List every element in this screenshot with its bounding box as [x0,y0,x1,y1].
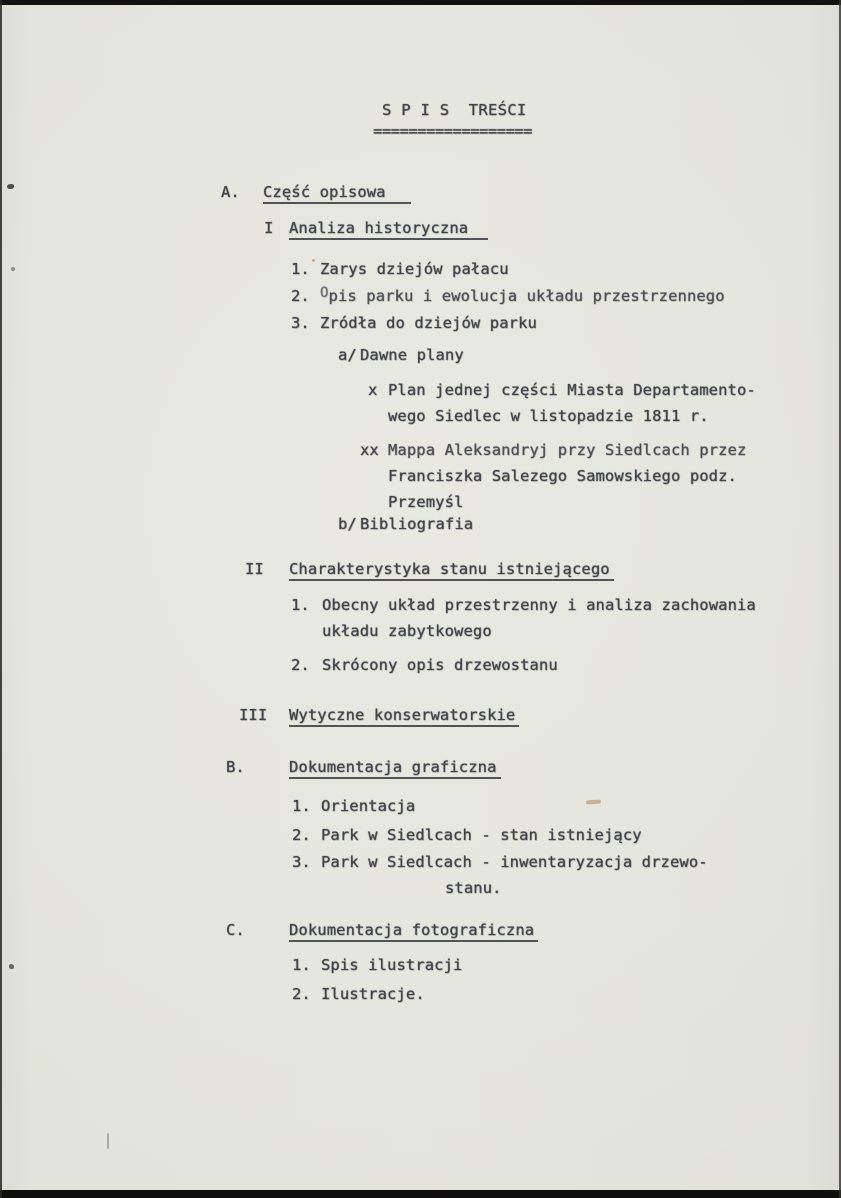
item-number: 2. [292,826,311,844]
section-b-label: B. [226,758,245,776]
item-number: 1. [291,260,310,278]
scan-scratch [107,1133,109,1149]
section-c-label: C. [226,921,245,939]
scan-speck [11,267,15,271]
toc-item-text: Park w Siedlcach - inwentaryzacja drzewo- [321,853,708,871]
item-number: 3. [291,314,310,332]
item-number: 2. [291,656,310,674]
subitem-label: b/ [338,515,357,533]
plan-text-line: Mappa Aleksandryj przy Siedlcach przez [388,441,747,459]
plan-text-line: Przemyśl [388,493,464,511]
toc-item-text: Orientacja [321,797,416,815]
subitem-text: Bibliografia [360,515,474,533]
item-number: 1. [292,797,311,815]
scan-edge-bottom [0,1190,841,1198]
part-1-numeral: I [264,219,274,237]
scan-speck [312,259,315,262]
page-title: S P I S TREŚCI [382,101,527,119]
subitem-label: a/ [338,346,357,364]
toc-item-text: układu zabytkowego [322,622,492,640]
scan-edge-top [0,0,841,5]
part-2-title: Charakterystyka stanu istniejącego [289,559,614,579]
toc-item-text: Skrócony opis drzewostanu [322,656,558,674]
item-number: 1. [292,956,311,974]
plan-text-line: Franciszka Salezego Samowskiego podz. [388,467,737,485]
toc-item-text: Ilustracje. [321,985,425,1003]
section-a-title: Część opisowa [263,182,411,202]
part-2-numeral: II [245,560,264,578]
toc-item-text: Zarys dziejów pałacu [320,260,509,278]
part-3-title: Wytyczne konserwatorskie [289,705,519,725]
scan-edge-left [0,0,2,1198]
item-number: 3. [292,853,311,871]
part-1-title: Analiza historyczna [289,218,488,238]
scan-speck [9,964,14,969]
plan-text-line: wego Siedlec w listopadzie 1811 r. [388,407,709,425]
scan-speck [7,184,14,189]
item-number: 2. [291,287,310,305]
section-b-title: Dokumentacja graficzna [289,757,501,777]
plan-text-line: Plan jednej części Miasta Departamento- [388,381,756,399]
section-c-title: Dokumentacja fotograficzna [289,920,538,940]
title-underline-rule: ================== [373,122,532,140]
toc-item-text: Obecny układ przestrzenny i analiza zachowania [322,596,756,614]
toc-item-text: Opis parku i ewolucja układu przestrzennego [320,285,725,305]
toc-item-text: Spis ilustracji [321,956,463,974]
plan-marker: xx [360,441,379,459]
subitem-text: Dawne plany [360,346,464,364]
section-a-label: A. [221,183,240,201]
item-number: 2. [292,985,311,1003]
toc-item-text: stanu. [445,879,502,897]
toc-item-text: Park w Siedlcach - stan istniejący [321,826,642,844]
item-number: 1. [291,596,310,614]
toc-item-text: Zródła do dziejów parku [320,314,537,332]
plan-marker: x [368,381,378,399]
scan-stain [586,799,601,804]
part-3-numeral: III [239,706,268,724]
